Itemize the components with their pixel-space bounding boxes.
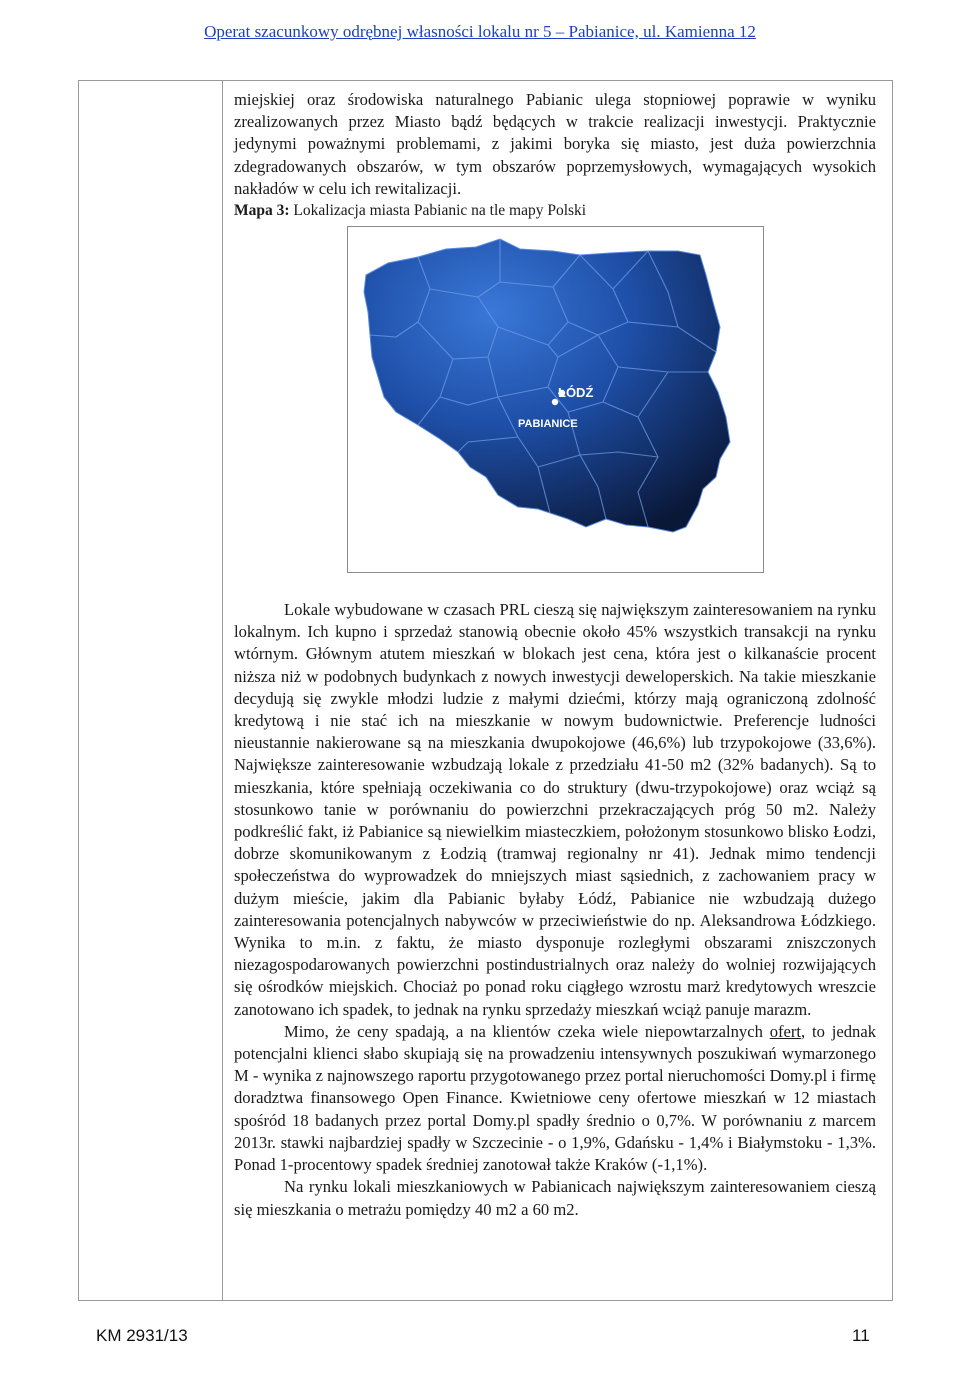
footer-page-number: 11 xyxy=(852,1326,870,1345)
mimo-text-after: , to jednak potencjalni klienci słabo skupiają się na prowadzeniu intensywnych poszukiwań wymarzonego M - wynika z najnowszego raportu przygotowanego przez portal nieruchomości Domy.pl i firmę doradztwa finansowego Open Finance. Kwietniowe ceny ofertowe mieszkań w 12 miastach spośród 18 badanych przez portal Domy.pl spadły średnio o 0,7%. W porównaniu z marcem 2013r. stawki najbardziej spadły w Szczecinie - o 1,9%, Gdańsku - 1,4% i Białymstoku - 1,3%. Ponad 1-procentowy spadek średniej zanotował także Kraków (-1,1%). xyxy=(234,1021,876,1175)
last-paragraph: Na rynku lokali mieszkaniowych w Pabianicach największym zainteresowaniem cieszą się mieszkania o metrażu pomiędzy 40 m2 a 60 m2. xyxy=(234,1177,876,1219)
map-caption xyxy=(234,200,876,222)
poland-outline xyxy=(364,239,730,532)
intro-paragraph: miejskiej oraz środowiska naturalnego Pabianic ulega stopniowej poprawie w wyniku zrealizowanych przez Miasto bądź będących w trakcie realizacji inwestycji. Praktycznie jedynymi poważnymi problemami, z jakimi boryka się miasto, jest duża powierzchnia zdegradowanych obszarów, w tym obszarów poprzemysłowych, wymagających wysokich nakładów w celu ich rewitalizacji. xyxy=(234,90,876,198)
main-content xyxy=(234,89,876,1221)
mimo-text-before: Mimo, że ceny spadają, a na klientów czeka wiele niepowtarzalnych xyxy=(284,1021,770,1041)
running-header: Operat szacunkowy odrębnej własności lokalu nr 5 – Pabianice, ul. Kamienna 12 xyxy=(204,22,756,41)
poland-map-figure xyxy=(347,226,764,573)
frame-divider xyxy=(222,80,223,1301)
footer-doc-id: KM 2931/13 xyxy=(96,1326,188,1345)
mimo-paragraph xyxy=(234,1021,876,1176)
poland-map xyxy=(348,227,762,571)
oferty-link[interactable]: ofert xyxy=(769,1021,802,1041)
figure-spacer xyxy=(234,573,876,599)
map-caption-text: Lokalizacja miasta Pabianic na tle mapy Polski xyxy=(289,202,587,220)
map-caption-label: Mapa 3: xyxy=(234,202,290,220)
main-paragraph: Lokale wybudowane w czasach PRL cieszą się największym zainteresowaniem na rynku lokalnym. Ich kupno i sprzedaż stanowią obecnie około 45% wszystkich transakcji na rynku wtórnym. Głównym atutem mieszkań w blokach jest cena, która jest o kilkanaście procent niższa niż w podobnych budynkach z nowych inwestycji deweloperskich. Na takie mieszkanie decydują się zwykle młodzi ludzie z małymi dziećmi, którzy mają ograniczoną zdolność kredytową i nie stać ich na mieszkanie w nowym budownictwie. Preferencje ludności nieustannie nakierowane są na mieszkania dwupokojowe (46,6%) lub trzypokojowe (33,6%). Największe zainteresowanie wzbudzają lokale z przedziału 41-50 m2 (32% badanych). Są to mieszkania, które spełniają oczekiwania co do struktury (dwu-trzypokojowe) oraz wciąż są stosunkowo tanie w porównaniu do powierzchni przekraczających próg 50 m2. Należy podkreślić fakt, iż Pabianice są niewielkim miasteczkiem, położonym stosunkowo blisko Łodzi, dobrze skomunikowanym z Łodzią (tramwaj regionalny nr 41). Jednak mimo tendencji społeczeństwa do wyprowadzek do mniejszych miast sąsiednich, z zachowaniem pracy w dużym mieście, jakim dla Pabianic byłaby Łódź, Pabianice nie wzbudzają dużego zainteresowania potencjalnych nabywców w przeciwieństwie do np. Aleksandrowa Łódzkiego. Wynika to m.in. z faktu, że miasto dysponuje rozległymi obszarami zniszczonych niezagospodarowanych powierzchni postindustrialnych oraz należy do wolniej rozwijających się ośrodków miejskich. Chociaż po ponad roku ciągłego wzrostu marż kredytowych wreszcie zanotowano ich spadek, to jednak na rynku sprzedaży mieszkań wciąż panuje marazm. xyxy=(234,600,876,1019)
map-label-pabianice: PABIANICE xyxy=(517,418,578,431)
map-label-lodz: ŁÓDŹ xyxy=(557,385,593,401)
